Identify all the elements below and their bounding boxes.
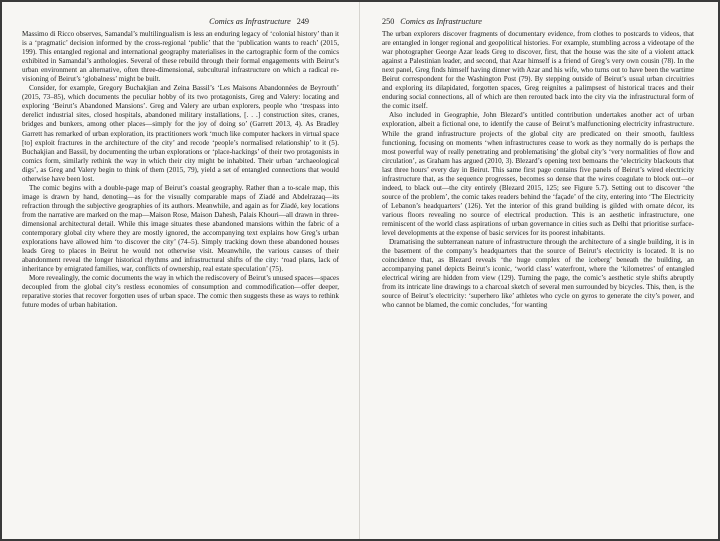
running-head-right (382, 16, 694, 30)
paragraph: Also included in Geographie, John Blezard’s untitled contribution undertakes another act of urban exploration, albeit a fictional one, to identify the cause of Beirut’s malfunctioning electricity infrastructure. While the grand infrastructure projects of the global city are predicated on their smooth, faultless functioning, focusing on moments ‘when infrastructures cease to work as they normally do is perhaps the most powerful way of really penetrating and problematising’ the global city’s ‘very normalities of flow and circulation’, as Graham has argued (2010, 3). Blezard’s opening text bemoans the ‘electricity blackouts that last three hours’ every day in Beirut. This same first page contains five panels of Beirut’s wired electricity infrastructure that, as the sequence progresses, becomes so dense that the wires coagulate to block out—or indeed, to black out—the city entirely (Blezard 2015, 125; see Figure 5.7). Setting out to discover ‘the source of the problem’, the comic takes readers behind the ‘façade’ of the city, entering into ‘The Electricity of Lebanon’s headquarters’ (126). Yet the interior of this grand building is gilded with ornate décor, its various floors revealing no source of electrical production. This is an aesthetic infrastructure, one reminiscent of the world class aspirations of urban governance in cities such as Delhi that prioritise surface-level developments at the expense of basic services for its poorest inhabitants. (382, 111, 694, 238)
running-head-title: Comics as Infrastructure (209, 17, 291, 26)
paragraph: The urban explorers discover fragments of documentary evidence, from clothes to postcards to videos, that are entangled in longer regional and geopolitical histories. For example, stumbling across a videotape of the war photographer George Azar leads Greg to discover, first, that the house was the site of a violent attack against a Palestinian leader, and second, that Azar himself is a friend of Greg’s very own cousin (78). In the next panel, Greg finds himself having dinner with Azar and his wife, who turns out to have been the wartime Beirut correspondent for the Washington Post (79). By stepping outside of Beirut’s usual urban circuitries and exploring its dilapidated, forgotten spaces, Greg reignites a palimpsest of historical traces and their enduring social connections, all of which are then rerouted back into the city via the infrastructural form of the comic itself. (382, 30, 694, 111)
book-spread (2, 2, 718, 539)
paragraph: Massimo di Ricco observes, Samandal’s multilingualism is less an enduring legacy of ‘colonial history’ than it is a ‘pragmatic’ decision informed by the cross-regional ‘public’ that the ‘publication wants to reach’ (2015, 199). This entangled regional and international geography materialises in the cartographic form of the comics exhibited in Samandal’s anthologies. Several of these rebuild through their formal engagements with Beirut’s urban environment an alternative, often three-dimensional, subcultural infrastructure on which a radical re-visioning of Beirut’s ‘globalness’ might be built. (22, 30, 339, 84)
page-number: 249 (296, 17, 309, 26)
paragraph: Dramatising the subterranean nature of infrastructure through the architecture of a single building, it is in the basement of the company’s headquarters that the source of Beirut’s electricity is located. It is no coincidence that, as Blezard reveals ‘the huge complex of the iceberg’ beneath the building, an accompanying panel depicts Beirut’s iconic, ‘world class’ waterfront, where the ‘kilometres’ of entangled electrical wiring are hidden from view (129). Turning the page, the comic’s aesthetic style shifts abruptly from its intricate line drawings to a charcoal sketch of several men surrounded by bicycles. This, then, is the source of Beirut’s electricity: ‘superhero like’ athletes who cycle on gyros to generate the city’s power, and who cannot be blamed, the comic concludes, ‘for wanting (382, 238, 694, 310)
right-page (360, 2, 718, 539)
right-page-body (382, 30, 694, 310)
left-page (2, 2, 360, 539)
running-head-left (22, 16, 339, 30)
left-page-body (22, 30, 339, 310)
paragraph: Consider, for example, Gregory Buchakjian and Zeina Bassil’s ‘Les Maisons Abandonnées de Beyrouth’ (2015, 73–85), which documents the peculiar hobby of its two protagonists, Greg and Valery: locating and exploring ‘Beirut’s Abandoned Mansions’. Greg and Valery are urban explorers, people who ‘trespass into derelict industrial sites, closed hospitals, abandoned military installations, [. . .] construction sites, cranes, bridges and bunkers, among other places—simply for the joy of doing so’ (Garrett 2013, 4). As Bradley Garrett has remarked of urban exploration, its practitioners work ‘much like computer hackers in virtual space [to] exploit fractures in the architecture of the city’ and recode ‘people’s normalised relationship’ to it (5). Buchakjian and Bassil, by documenting the urban explorations or ‘place-hackings’ of their two protagonists in comics form, similarly rethink the way in which their city might be inhabited. Their urban ‘archaeological digs’, as Greg and Valery begin to think of them (2015, 79), yield a set of entangled connections that would otherwise have been lost. (22, 84, 339, 183)
paragraph: The comic begins with a double-page map of Beirut’s coastal geography. Rather than a to-scale map, this image is drawn by hand, denoting—as for the visually comparable maps of Ziadé and Abdelrazaq—its refraction through the subjective geographies of its authors. Meanwhile, and again as for Ziadé, key locations from the narrative are marked on the map—Maison Rose, Maison Dahesh, Palais Khouri—all drawn in three-dimensional architectural detail. While this image situates these abandoned mansions within the fabric of a contemporary global city where they are mostly ignored, the accompanying text explains how Greg’s urban explorations have allowed him ‘to discover the city’ (74–5). Simply tracking down these abandoned houses leads Greg to places in Beirut he would not otherwise visit. Meanwhile, the various causes of their abandonment reveal the longer historical rhythms and infrastructural shifts of the city: ‘road plans, lack of inheritance by emigrated families, war, conflicts of ownership, real estate speculation’ (75). (22, 183, 339, 274)
page-number: 250 (382, 17, 395, 26)
paragraph: More revealingly, the comic documents the way in which the rediscovery of Beirut’s unused spaces—spaces decoupled from the global city’s restless economies of consumption and commodification—offer deeper, reparative stories that recover forgotten uses of urban space. The comic then suggests these as ways to rethink future modes of urban habitation. (22, 274, 339, 310)
running-head-title: Comics as Infrastructure (400, 17, 482, 26)
